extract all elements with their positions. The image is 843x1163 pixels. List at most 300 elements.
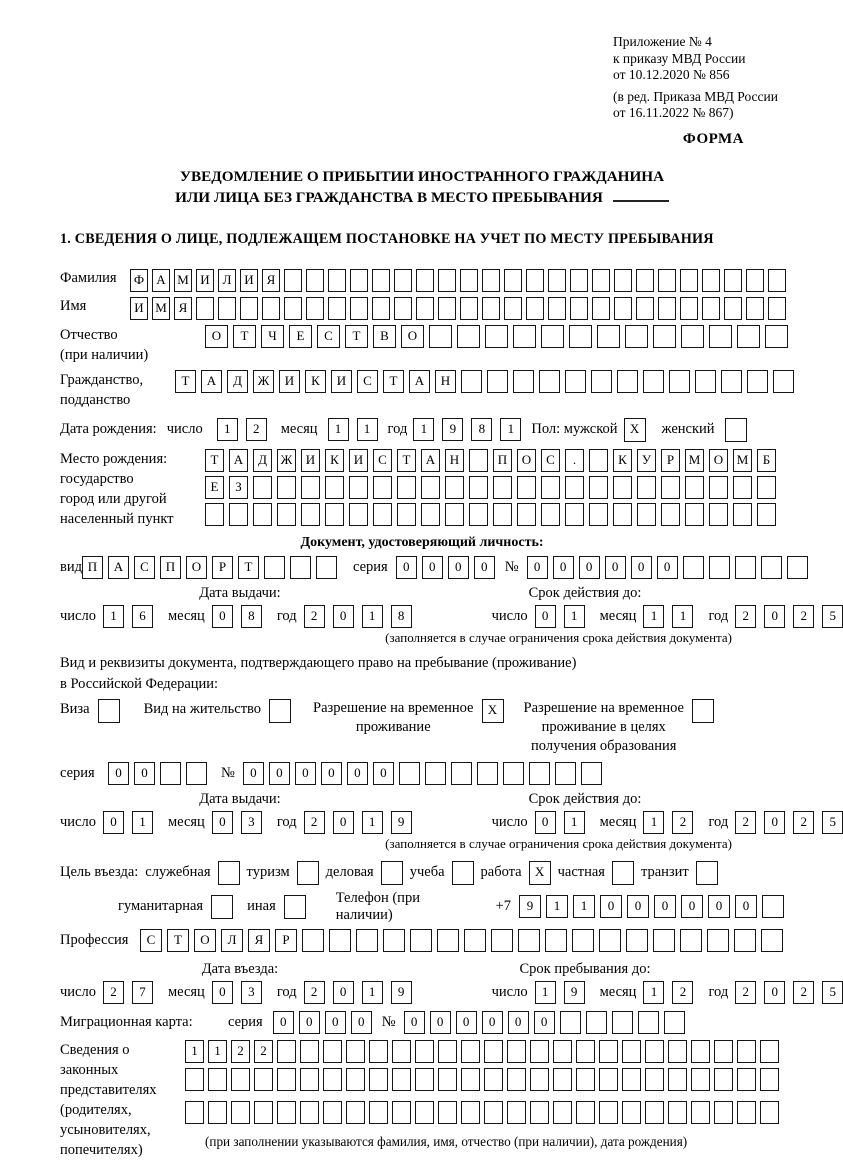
annex-line: от 16.11.2022 № 867)	[613, 105, 734, 120]
sex-male-checkbox	[624, 418, 646, 442]
cell-box: 5	[822, 811, 843, 834]
iddoc-valid-month	[643, 605, 693, 628]
cell-box	[569, 325, 592, 348]
cell-box	[773, 370, 794, 393]
cell-box	[469, 449, 488, 472]
cell-box	[484, 1101, 503, 1124]
cell-box: 1	[185, 1040, 204, 1063]
cell-box: 2	[304, 981, 325, 1004]
purpose-tourism-label: туризм	[246, 864, 290, 880]
cell-box	[392, 1040, 411, 1063]
cell-box	[254, 1101, 273, 1124]
cell-box	[768, 297, 786, 320]
cell-box	[614, 297, 632, 320]
cell-box	[491, 929, 513, 952]
cell-box	[349, 503, 368, 526]
cell-box: И	[130, 297, 148, 320]
cell-box: М	[152, 297, 170, 320]
entry-day	[103, 981, 153, 1004]
cell-box	[507, 1040, 526, 1063]
cell-box	[709, 503, 728, 526]
cell-box	[714, 1068, 733, 1091]
cell-box	[664, 1011, 685, 1034]
entry-date-headers	[60, 961, 784, 978]
cell-box: Т	[238, 556, 259, 579]
cell-box	[300, 1040, 319, 1063]
cell-box: А	[409, 370, 430, 393]
cell-box: А	[152, 269, 170, 292]
cell-box	[421, 503, 440, 526]
representatives-row2	[185, 1068, 779, 1091]
cell-box: 0	[351, 1011, 372, 1034]
cell-box	[513, 325, 536, 348]
cell-box	[284, 269, 302, 292]
representatives-label: Сведения о законных представителях (родителях, усыновителях, попечителях)	[60, 1041, 157, 1158]
cell-box: А	[201, 370, 222, 393]
cell-box	[240, 297, 258, 320]
cell-box	[613, 503, 632, 526]
cell-box	[626, 929, 648, 952]
cell-box	[329, 929, 351, 952]
cell-box	[373, 503, 392, 526]
cell-box	[504, 269, 522, 292]
migration-card-row	[60, 1011, 784, 1034]
cell-box	[565, 476, 584, 499]
cell-box: О	[401, 325, 424, 348]
form-page	[60, 34, 836, 1160]
cell-box	[323, 1068, 342, 1091]
staydoc-valid-day	[535, 811, 585, 834]
cell-box	[696, 861, 718, 885]
phone-prefix: +7	[495, 898, 511, 914]
name-cells	[130, 297, 786, 320]
entry-year	[304, 981, 412, 1004]
cell-box	[254, 1068, 273, 1091]
cell-box: Л	[218, 269, 236, 292]
cell-box: Н	[435, 370, 456, 393]
entry-date-header: Дата въезда:	[201, 960, 279, 977]
staydoc-series-cells	[108, 762, 207, 785]
cell-box	[714, 1040, 733, 1063]
cell-box	[735, 556, 756, 579]
cell-box	[625, 325, 648, 348]
cell-box	[637, 503, 656, 526]
cell-box: 5	[822, 981, 843, 1004]
cell-box	[548, 269, 566, 292]
cell-box	[570, 269, 588, 292]
cell-box: 1	[328, 418, 349, 441]
purpose-business-label: деловая	[325, 864, 374, 880]
cell-box	[438, 1068, 457, 1091]
annex-line: (в ред. Приказа МВД России	[613, 88, 778, 104]
stay-month	[643, 981, 693, 1004]
cell-box	[277, 503, 296, 526]
field-surname	[60, 269, 784, 292]
surname-cells	[130, 269, 786, 292]
cell-box: 8	[471, 418, 492, 441]
purpose-row2	[60, 890, 784, 924]
cell-box: 0	[448, 556, 469, 579]
cell-box: Р	[212, 556, 233, 579]
cell-box	[373, 476, 392, 499]
cell-box	[614, 269, 632, 292]
cell-box: И	[349, 449, 368, 472]
cell-box	[683, 556, 704, 579]
cell-box: С	[373, 449, 392, 472]
staydoc-issue-year	[304, 811, 412, 834]
cell-box	[541, 476, 560, 499]
cell-box	[231, 1068, 250, 1091]
purpose-humanitarian-checkbox	[211, 895, 233, 919]
cell-box	[645, 1068, 664, 1091]
cell-box: 0	[482, 1011, 503, 1034]
birthplace-row1	[205, 449, 776, 472]
cell-box	[284, 895, 306, 919]
cell-box: М	[733, 449, 752, 472]
cell-box	[581, 762, 602, 785]
cell-box	[691, 1040, 710, 1063]
cell-box	[548, 297, 566, 320]
cell-box: О	[517, 449, 536, 472]
cell-box: 0	[579, 556, 600, 579]
cell-box	[306, 269, 324, 292]
cell-box: 2	[304, 811, 325, 834]
cell-box	[445, 503, 464, 526]
cell-box	[445, 476, 464, 499]
cell-box	[765, 325, 788, 348]
cell-box	[392, 1101, 411, 1124]
cell-box: Е	[205, 476, 224, 499]
cell-box	[539, 370, 560, 393]
profession-cells	[140, 929, 783, 952]
staydoc-number-label: №	[221, 764, 235, 781]
field-birthplace	[60, 449, 784, 531]
cell-box	[350, 297, 368, 320]
cell-box	[709, 476, 728, 499]
cell-box	[761, 556, 782, 579]
cell-box: 9	[442, 418, 463, 441]
citizenship-cells	[175, 370, 794, 393]
cell-box: 1	[208, 1040, 227, 1063]
field-name	[60, 297, 784, 320]
cell-box: И	[240, 269, 258, 292]
cell-box: 0	[764, 981, 785, 1004]
cell-box: 0	[422, 556, 443, 579]
cell-box: Ж	[277, 449, 296, 472]
iddoc-series-cells	[396, 556, 495, 579]
cell-box: 1	[362, 811, 383, 834]
cell-box	[302, 929, 324, 952]
day-label: число	[166, 421, 203, 437]
cell-box	[613, 476, 632, 499]
cell-box	[504, 297, 522, 320]
cell-box	[680, 929, 702, 952]
cell-box	[160, 762, 181, 785]
cell-box	[349, 476, 368, 499]
cell-box: 9	[519, 895, 541, 918]
field-profession	[60, 929, 784, 952]
cell-box	[229, 503, 248, 526]
cell-box: 2	[103, 981, 124, 1004]
cell-box	[460, 269, 478, 292]
cell-box	[529, 762, 550, 785]
cell-box: 0	[600, 895, 622, 918]
cell-box	[680, 269, 698, 292]
staydoc-date-headers	[60, 791, 784, 808]
cell-box	[572, 929, 594, 952]
cell-box: 0	[108, 762, 129, 785]
cell-box: 0	[508, 1011, 529, 1034]
cell-box	[668, 1040, 687, 1063]
cell-box: А	[108, 556, 129, 579]
cell-box: Я	[262, 269, 280, 292]
cell-box	[570, 297, 588, 320]
cell-box	[685, 503, 704, 526]
birthplace-cells-block	[205, 449, 784, 531]
cell-box: 0	[212, 605, 233, 628]
cell-box	[762, 895, 784, 918]
cell-box	[493, 503, 512, 526]
iddoc-number-cells	[527, 556, 808, 579]
purpose-tourism-checkbox	[297, 861, 319, 885]
cell-box	[702, 269, 720, 292]
cell-box: 0	[321, 762, 342, 785]
cell-box: Б	[757, 449, 776, 472]
edu-residence-checkbox	[692, 699, 714, 723]
profession-label: Профессия	[60, 931, 129, 948]
cell-box	[691, 1068, 710, 1091]
cell-box: 0	[764, 605, 785, 628]
cell-box: 1	[362, 981, 383, 1004]
cell-box: О	[709, 449, 728, 472]
iddoc-kind-row	[60, 556, 784, 579]
cell-box: 2	[304, 605, 325, 628]
purpose-other-checkbox	[284, 895, 306, 919]
cell-box: 9	[391, 981, 412, 1004]
phone-cells	[519, 895, 784, 918]
cell-box	[438, 269, 456, 292]
cell-box	[397, 503, 416, 526]
entry-month	[212, 981, 262, 1004]
purpose-private-checkbox	[612, 861, 634, 885]
staydoc-valid-month	[643, 811, 693, 834]
cell-box	[517, 476, 536, 499]
cell-box	[394, 269, 412, 292]
iddoc-number-label: №	[504, 558, 519, 575]
staydoc-valid-header: Срок действия до:	[528, 790, 642, 807]
cell-box: Ф	[130, 269, 148, 292]
cell-box: 0	[708, 895, 730, 918]
cell-box	[612, 861, 634, 885]
cell-box: Я	[248, 929, 270, 952]
cell-box	[482, 269, 500, 292]
iddoc-issue-month	[212, 605, 262, 628]
cell-box	[565, 370, 586, 393]
cell-box	[415, 1101, 434, 1124]
cell-box: 0	[273, 1011, 294, 1034]
cell-box	[518, 929, 540, 952]
cell-box	[591, 370, 612, 393]
cell-box	[205, 503, 224, 526]
purpose-other-label: иная	[247, 898, 276, 914]
cell-box: Т	[233, 325, 256, 348]
cell-box	[526, 297, 544, 320]
cell-box: 0	[373, 762, 394, 785]
cell-box	[709, 556, 730, 579]
cell-box: 9	[564, 981, 585, 1004]
cell-box	[787, 556, 808, 579]
birthplace-row3	[205, 503, 776, 526]
cell-box	[658, 269, 676, 292]
cell-box	[737, 1101, 756, 1124]
cell-box	[301, 503, 320, 526]
cell-box: 0	[605, 556, 626, 579]
cell-box	[530, 1068, 549, 1091]
annex-line: к приказу МВД России	[613, 50, 746, 66]
staydoc-issue-header: Дата выдачи:	[199, 790, 281, 807]
annex-line: от 10.12.2020 № 856	[613, 67, 730, 82]
cell-box	[485, 325, 508, 348]
cell-box	[545, 929, 567, 952]
cell-box: 8	[391, 605, 412, 628]
cell-box: С	[541, 449, 560, 472]
cell-box: И	[331, 370, 352, 393]
cell-box: 0	[535, 605, 556, 628]
cell-box	[658, 297, 676, 320]
iddoc-kind-label: вид	[60, 558, 82, 575]
cell-box: Ч	[261, 325, 284, 348]
cell-box: X	[482, 699, 504, 723]
cell-box	[599, 1068, 618, 1091]
cell-box: Р	[661, 449, 680, 472]
cell-box	[346, 1040, 365, 1063]
cell-box: 3	[241, 811, 262, 834]
cell-box	[301, 476, 320, 499]
cell-box: 2	[735, 981, 756, 1004]
cell-box	[597, 325, 620, 348]
iddoc-issue-day	[103, 605, 153, 628]
cell-box	[316, 556, 337, 579]
cell-box	[457, 325, 480, 348]
cell-box	[553, 1040, 572, 1063]
cell-box: 2	[793, 811, 814, 834]
cell-box	[383, 929, 405, 952]
cell-box	[369, 1101, 388, 1124]
stay-day	[535, 981, 585, 1004]
cell-box: 0	[404, 1011, 425, 1034]
cell-box	[399, 762, 420, 785]
iddoc-valid-day	[535, 605, 585, 628]
cell-box	[746, 269, 764, 292]
cell-box	[392, 1068, 411, 1091]
purpose-label: Цель въезда:	[60, 864, 139, 880]
cell-box	[612, 1011, 633, 1034]
cell-box	[460, 297, 478, 320]
staydoc-issue-day	[103, 811, 153, 834]
cell-box	[372, 269, 390, 292]
cell-box	[493, 476, 512, 499]
cell-box	[452, 861, 474, 885]
cell-box	[356, 929, 378, 952]
phone-label: Телефон (при наличии)	[335, 889, 420, 923]
citizenship-label: Гражданство, подданство	[60, 371, 144, 408]
cell-box: М	[174, 269, 192, 292]
cell-box	[668, 1068, 687, 1091]
purpose-study-label: учеба	[409, 864, 445, 880]
cell-box	[421, 476, 440, 499]
field-citizenship	[60, 370, 784, 410]
cell-box	[186, 762, 207, 785]
representatives-row3	[185, 1101, 779, 1124]
cell-box: 1	[546, 895, 568, 918]
cell-box: Т	[345, 325, 368, 348]
cell-box: 3	[241, 981, 262, 1004]
cell-box: 0	[534, 1011, 555, 1034]
cell-box	[277, 476, 296, 499]
cell-box	[599, 1040, 618, 1063]
cell-box: С	[134, 556, 155, 579]
birth-month-cells	[328, 418, 378, 441]
cell-box	[733, 476, 752, 499]
cell-box	[98, 699, 120, 723]
cell-box: Т	[383, 370, 404, 393]
cell-box: 0	[631, 556, 652, 579]
cell-box: 2	[793, 605, 814, 628]
cell-box: А	[421, 449, 440, 472]
migration-series-cells	[273, 1011, 372, 1034]
cell-box	[692, 699, 714, 723]
cell-box	[737, 1040, 756, 1063]
cell-box	[709, 325, 732, 348]
cell-box	[372, 297, 390, 320]
cell-box	[530, 1101, 549, 1124]
cell-box	[325, 476, 344, 499]
cell-box: 2	[231, 1040, 250, 1063]
cell-box	[636, 269, 654, 292]
cell-box: 0	[333, 981, 354, 1004]
purpose-transit-checkbox	[696, 861, 718, 885]
cell-box	[526, 269, 544, 292]
cell-box	[284, 297, 302, 320]
cell-box	[761, 929, 783, 952]
cell-box	[695, 370, 716, 393]
cell-box	[262, 297, 280, 320]
cell-box	[269, 699, 291, 723]
staydoc-dates-row	[60, 811, 836, 834]
cell-box	[757, 476, 776, 499]
cell-box: 7	[132, 981, 153, 1004]
edu-residence-label: Разрешение на временное проживание в целях получения образования	[523, 699, 684, 754]
cell-box: 0	[456, 1011, 477, 1034]
stay-year	[735, 981, 843, 1004]
cell-box	[599, 1101, 618, 1124]
staydoc-number-cells	[243, 762, 602, 785]
representatives-block	[60, 1040, 784, 1160]
cell-box	[461, 1040, 480, 1063]
cell-box	[747, 370, 768, 393]
cell-box: Е	[289, 325, 312, 348]
cell-box	[394, 297, 412, 320]
cell-box: 1	[413, 418, 434, 441]
cell-box	[437, 929, 459, 952]
cell-box: 0	[103, 811, 124, 834]
cell-box: В	[373, 325, 396, 348]
cell-box	[381, 861, 403, 885]
birthdate-label: Дата рождения:	[60, 421, 157, 437]
purpose-study-checkbox	[452, 861, 474, 885]
cell-box: 0	[396, 556, 417, 579]
cell-box	[416, 269, 434, 292]
